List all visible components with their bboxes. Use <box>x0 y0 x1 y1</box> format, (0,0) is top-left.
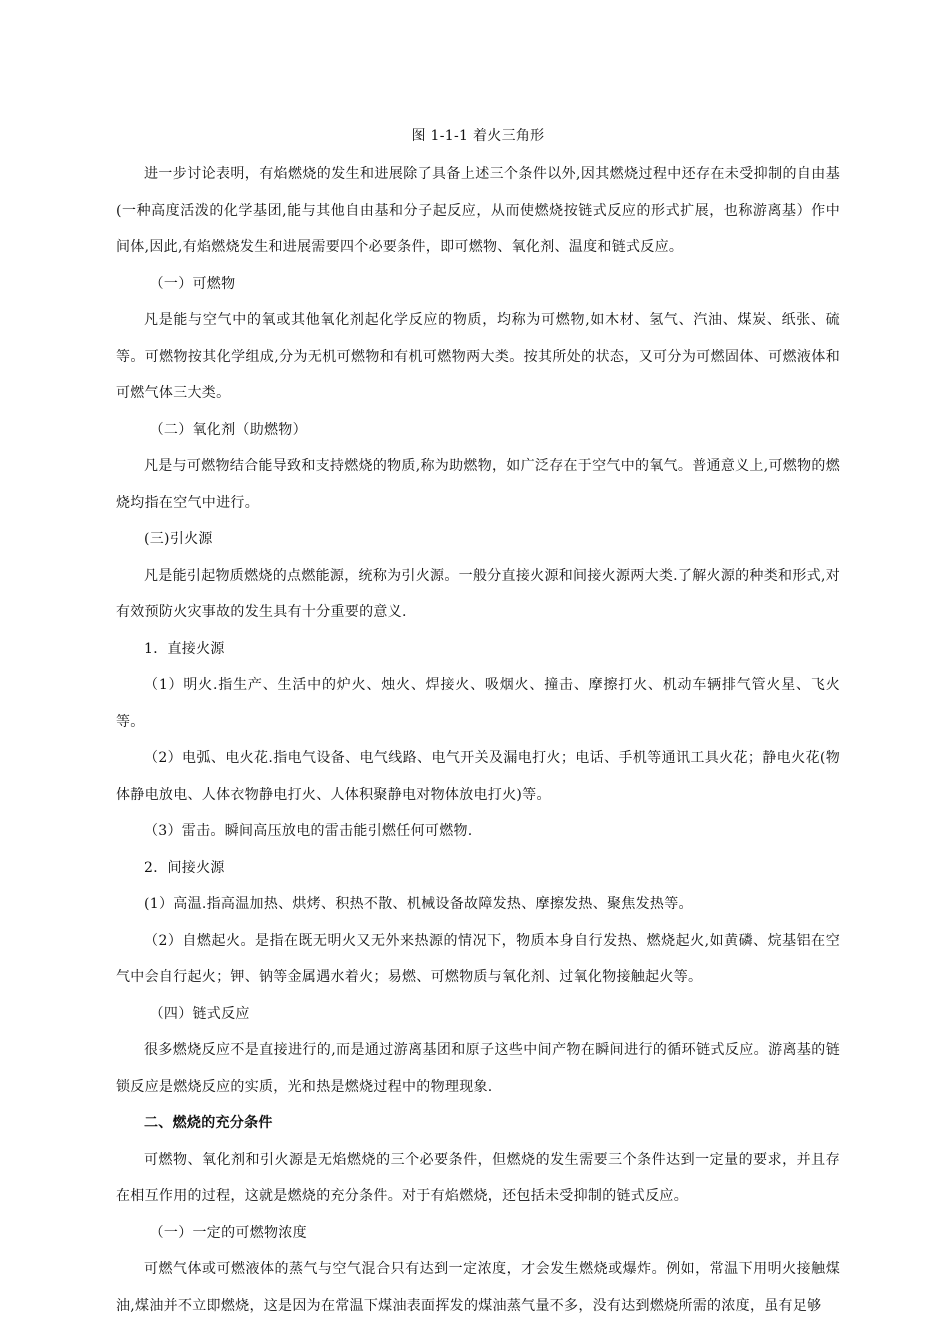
heading-oxidizer: （二）氧化剂（助燃物） <box>149 421 307 438</box>
item-electric-spark: （2）电弧、电火花.指电气设备、电气线路、电气开关及漏电打火；电话、手机等通讯工具火花；静电火花(物体静电放电、人体衣物静电打火、人体积聚静电对物体放电打火)等。 <box>116 750 840 803</box>
paragraph-ignition-source: 凡是能引起物质燃烧的点燃能源，统称为引火源。一般分直接火源和间接火源两大类.了解火源的种类和形式,对有效预防火灾事故的发生具有十分重要的意义. <box>116 567 840 620</box>
paragraph-intro: 进一步讨论表明，有焰燃烧的发生和进展除了具备上述三个条件以外,因其燃烧过程中还存在未受抑制的自由基(一种高度活泼的化学基团,能与其他自由基和分子起反应，从而使燃烧按链式反应的形式扩展，也称游离基）作中间体,因此,有焰燃烧发生和进展需要四个必要条件，即可燃物、氧化剂、温度和链式反应。 <box>116 166 840 255</box>
item-self-ignition: （2）自燃起火。是指在既无明火又无外来热源的情况下，物质本身自行发热、燃烧起火,如黄磷、烷基铝在空气中会自行起火；钾、钠等金属遇水着火；易燃、可燃物质与氧化剂、过氧化物接触起火等。 <box>116 932 840 985</box>
heading-direct-source: 1．直接火源 <box>144 640 225 657</box>
paragraph-combustible: 凡是能与空气中的氧或其他氧化剂起化学反应的物质，均称为可燃物,如木材、氢气、汽油、煤炭、纸张、硫等。可燃物按其化学组成,分为无机可燃物和有机可燃物两大类。按其所处的状态，又可分为可燃固体、可燃液体和可燃气体三大类。 <box>116 312 840 401</box>
item-open-flame: （1）明火.指生产、生活中的炉火、烛火、焊接火、吸烟火、撞击、摩擦打火、机动车辆排气管火星、飞火等。 <box>116 677 840 730</box>
heading-indirect-source: 2．间接火源 <box>144 859 225 876</box>
heading-concentration: （一）一定的可燃物浓度 <box>149 1224 307 1241</box>
item-high-temperature: (1）高温.指高温加热、烘烤、积热不散、机械设备故障发热、摩擦发热、聚焦发热等。 <box>144 896 693 912</box>
paragraph-oxidizer: 凡是与可燃物结合能导致和支持燃烧的物质,称为助燃物，如广泛存在于空气中的氧气。普通意义上,可燃物的燃烧均指在空气中进行。 <box>116 458 840 511</box>
paragraph-sufficient-conditions: 可燃物、氧化剂和引火源是无焰燃烧的三个必要条件，但燃烧的发生需要三个条件达到一定量的要求，并且存在相互作用的过程，这就是燃烧的充分条件。对于有焰燃烧，还包括未受抑制的链式反应。 <box>116 1151 840 1204</box>
heading-ignition-source: (三)引火源 <box>144 531 213 547</box>
document-page <box>116 116 840 1324</box>
paragraph-chain-reaction: 很多燃烧反应不是直接进行的,而是通过游离基团和原子这些中间产物在瞬间进行的循环链式反应。游离基的链锁反应是燃烧反应的实质，光和热是燃烧过程中的物理现象. <box>116 1042 840 1095</box>
heading-chain-reaction: （四）链式反应 <box>149 1005 250 1022</box>
section-heading-sufficient-conditions: 二、燃烧的充分条件 <box>144 1115 273 1131</box>
paragraph-concentration: 可燃气体或可燃液体的蒸气与空气混合只有达到一定浓度，才会发生燃烧或爆炸。例如，常温下用明火接触煤油,煤油并不立即燃烧，这是因为在常温下煤油表面挥发的煤油蒸气量不多，没有达到燃烧所需的浓度，虽有足够 <box>116 1261 840 1314</box>
heading-combustible: （一）可燃物 <box>149 275 236 292</box>
figure-caption: 图 1-1-1 着火三角形 <box>411 128 545 144</box>
item-lightning: （3）雷击。瞬间高压放电的雷击能引燃任何可燃物. <box>144 823 473 839</box>
